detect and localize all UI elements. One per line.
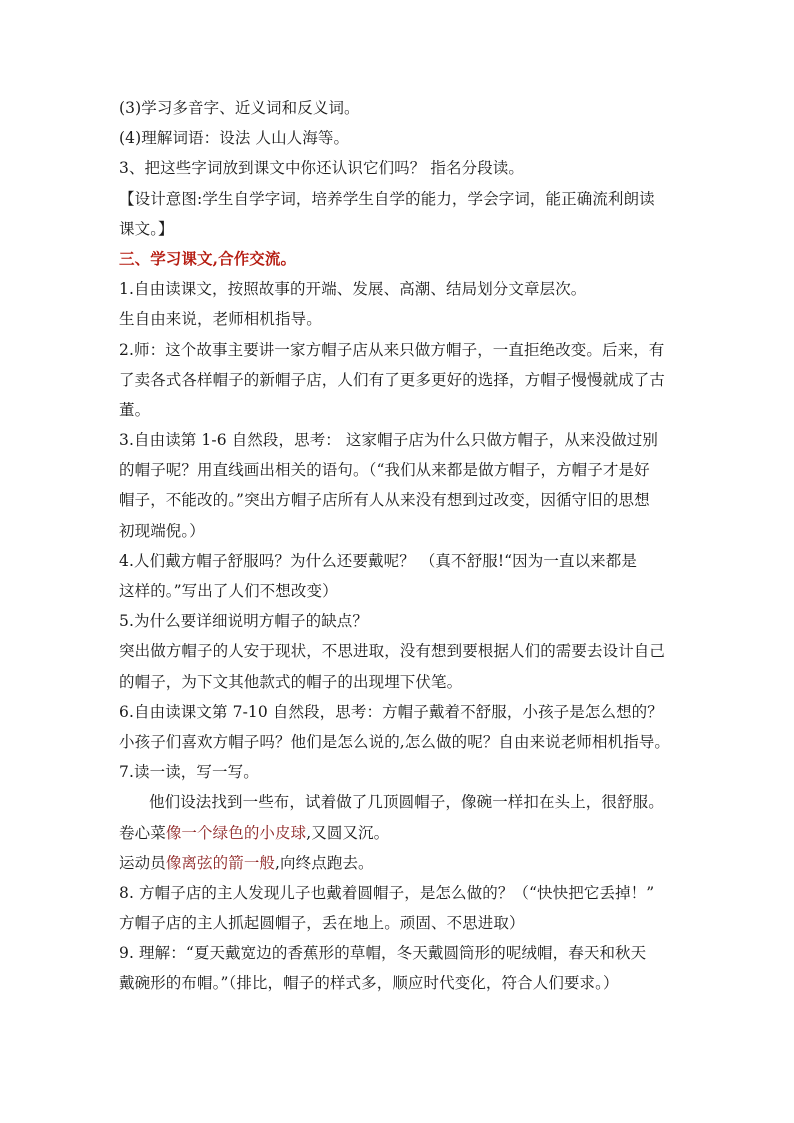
paragraph-line: 8. 方帽子店的主人发现儿子也戴着圆帽子，是怎么做的？（“快快把它丢掉！” [119, 883, 655, 902]
paragraph-line: 董。 [119, 400, 151, 419]
example-highlight: 像离弦的箭一般 [165, 853, 276, 872]
paragraph-line: 方帽子店的主人抓起圆帽子，丢在地上。顽固、不思进取） [119, 914, 525, 933]
paragraph-line: 戴碗形的布帽。”（排比，帽子的样式多，顺应时代变化，符合人们要求。） [119, 974, 619, 993]
paragraph-line: 的帽子呢？用直线画出相关的语句。（“我们从来都是做方帽子，方帽子才是好 [119, 461, 650, 480]
example-sentence [119, 818, 679, 848]
example-rest: ,向终点跑去。 [275, 853, 374, 872]
example-highlight: 像一个绿色的小皮球 [165, 823, 307, 842]
paragraph-line: (3)学习多音字、近义词和反义词。 [119, 99, 360, 117]
paragraph-line: 这样的。”写出了人们不想改变） [119, 582, 338, 600]
lesson-plan-body [119, 93, 679, 999]
paragraph-line: 小孩子们喜欢方帽子吗？他们是怎么说的,怎么做的呢？自由来说老师相机指导。 [119, 732, 671, 751]
paragraph-line: 初现端倪。） [119, 521, 205, 540]
section-heading: 三、学习课文,合作交流。 [119, 248, 297, 268]
paragraph-line: 帽子，不能改的。”突出方帽子店所有人从来没有想到过改变，因循守旧的思想 [119, 491, 650, 510]
example-sentence [119, 848, 679, 878]
paragraph-line: 4.人们戴方帽子舒服吗？为什么还要戴呢？ （真不舒服!“因为一直以来都是 [119, 551, 637, 570]
paragraph-line: 5.为什么要详细说明方帽子的缺点？ [119, 612, 368, 631]
paragraph-line: (4)理解词语：设法 人山人海等。 [119, 129, 350, 148]
paragraph-line: 生自由来说，老师相机指导。 [119, 310, 322, 329]
paragraph-line: 1.自由读课文，按照故事的开端、发展、高潮、结局划分文章层次。 [119, 280, 587, 299]
paragraph-line: 3、把这些字词放到课文中你还认识它们吗？ 指名分段读。 [119, 159, 524, 178]
paragraph-line: 他们设法找到一些布，试着做了几顶圆帽子，像碗一样扣在头上，很舒服。 [149, 793, 664, 812]
paragraph-line: 2.师：这个故事主要讲一家方帽子店从来只做方帽子，一直拒绝改变。后来，有 [119, 340, 665, 359]
paragraph-line: 6.自由读课文第 7-10 自然段，思考：方帽子戴着不舒服，小孩子是怎么想的？ [119, 702, 663, 721]
design-intent-line: 【设计意图:学生自学字词，培养学生自学的能力，学会字词，能正确流利朗读 [119, 189, 655, 208]
design-intent-line: 课文。】 [119, 219, 174, 238]
paragraph-line: 了卖各式各样帽子的新帽子店，人们有了更多更好的选择，方帽子慢慢就成了古 [119, 370, 666, 389]
paragraph-line: 7.读一读，写一写。 [119, 763, 259, 782]
paragraph-line: 3.自由读第 1-6 自然段，思考： 这家帽子店为什么只做方帽子，从来没做过别 [119, 431, 658, 450]
paragraph-line: 9. 理解：“夏天戴宽边的香蕉形的草帽，冬天戴圆筒形的呢绒帽，春天和秋天 [119, 944, 647, 963]
paragraph-line: 的帽子，为下文其他款式的帽子的出现埋下伏笔。 [119, 672, 463, 691]
example-subject: 卷心菜 [119, 823, 166, 842]
paragraph-line: 突出做方帽子的人安于现状，不思进取，没有想到要根据人们的需要去设计自己 [119, 642, 666, 661]
example-rest: ,又圆又沉。 [306, 823, 390, 842]
example-subject: 运动员 [119, 853, 166, 872]
